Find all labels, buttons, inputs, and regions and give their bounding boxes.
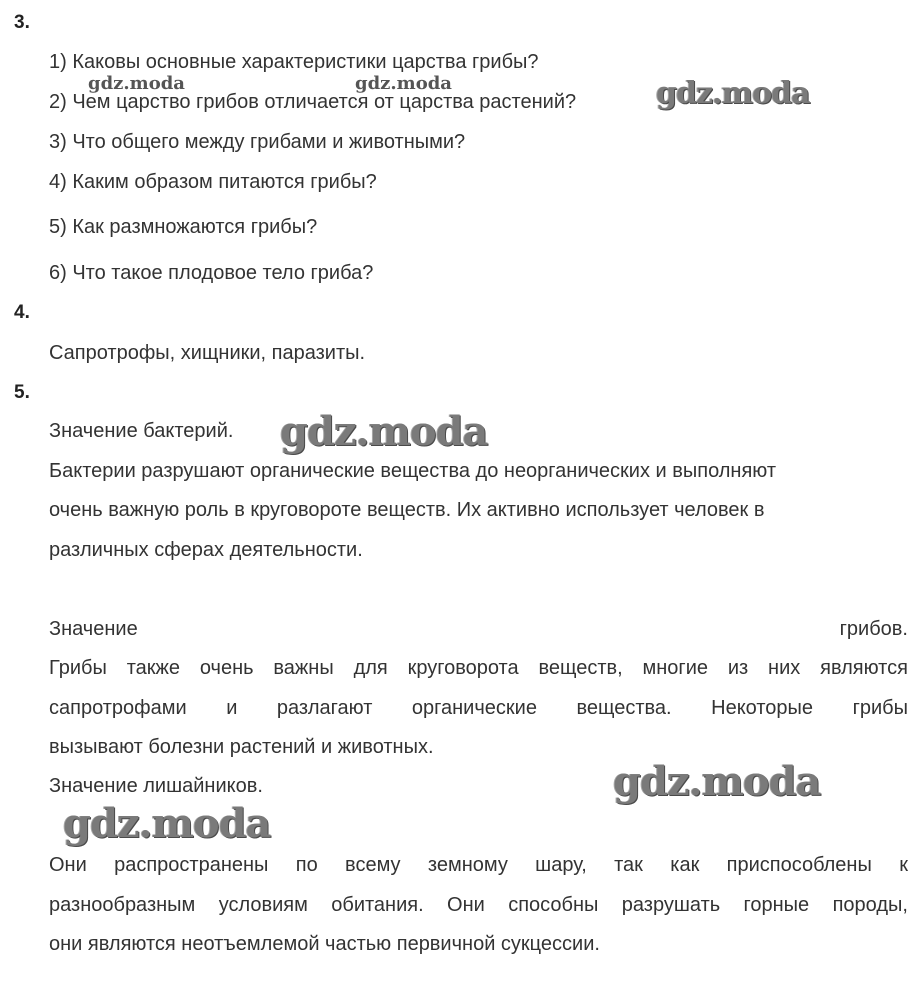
word: как xyxy=(670,854,700,876)
word: органические xyxy=(411,697,537,719)
word: Они xyxy=(49,854,87,876)
word: и xyxy=(226,697,238,719)
fungi-heading-left: Значение xyxy=(49,618,138,640)
question-6: 6) Что такое плодовое тело гриба? xyxy=(49,262,374,284)
word: горные xyxy=(743,894,810,916)
word: Они xyxy=(447,894,485,916)
word: по xyxy=(295,854,318,876)
task-3-number: 3. xyxy=(14,12,30,33)
word: являются xyxy=(820,657,908,679)
word: к xyxy=(899,854,908,876)
word: разлагают xyxy=(276,697,373,719)
word: всему xyxy=(345,854,401,876)
word: сапротрофами xyxy=(49,697,187,719)
word: разрушать xyxy=(621,894,721,916)
fungi-heading xyxy=(49,617,908,641)
word: для xyxy=(353,657,388,679)
word: приспособлены xyxy=(726,854,872,876)
word: шару, xyxy=(535,854,587,876)
question-4: 4) Каким образом питаются грибы? xyxy=(49,171,377,193)
word: распространены xyxy=(114,854,269,876)
task-5-number: 5. xyxy=(14,382,30,403)
task-4-answer: Сапротрофы, хищники, паразиты. xyxy=(49,342,366,364)
lichen-line-2 xyxy=(49,893,908,917)
lichen-line-3: они являются неотъемлемой частью первичной сукцессии. xyxy=(49,933,600,955)
bacteria-line-1: Бактерии разрушают органические вещества до неорганических и выполняют xyxy=(49,460,777,482)
lichen-line-1 xyxy=(49,853,908,877)
task-4-number: 4. xyxy=(14,302,30,323)
word: условиям xyxy=(218,894,308,916)
word: очень xyxy=(199,657,254,679)
word: обитания. xyxy=(331,894,424,916)
watermark-logo: gdz.moda xyxy=(613,758,821,805)
word: Грибы xyxy=(49,657,107,679)
word: также xyxy=(126,657,180,679)
question-2: 2) Чем царство грибов отличается от царства растений? xyxy=(49,91,577,113)
fungi-line-3: вызывают болезни растений и животных. xyxy=(49,736,434,758)
fungi-line-1 xyxy=(49,656,908,680)
word: многие xyxy=(642,657,709,679)
word: важны xyxy=(273,657,334,679)
word: земному xyxy=(427,854,508,876)
watermark-logo: gdz.moda xyxy=(280,408,488,455)
word: грибы xyxy=(852,697,908,719)
question-5: 5) Как размножаются грибы? xyxy=(49,216,318,238)
question-3: 3) Что общего между грибами и животными? xyxy=(49,131,466,153)
bacteria-line-2: очень важную роль в круговороте веществ. Их активно использует человек в xyxy=(49,499,765,521)
question-1: 1) Каковы основные характеристики царства грибы? xyxy=(49,51,539,73)
lichen-heading: Значение лишайников. xyxy=(49,775,263,797)
watermark-logo: gdz.moda xyxy=(656,76,810,111)
watermark-logo: gdz.moda xyxy=(355,73,452,94)
word: Некоторые xyxy=(711,697,814,719)
word: так xyxy=(614,854,643,876)
word: способны xyxy=(508,894,599,916)
watermark-logo: gdz.moda xyxy=(63,800,271,847)
word: круговорота xyxy=(407,657,519,679)
watermark-logo: gdz.moda xyxy=(88,73,185,94)
word: вещества. xyxy=(576,697,672,719)
word: разнообразным xyxy=(49,894,196,916)
bacteria-line-3: различных сферах деятельности. xyxy=(49,539,363,561)
fungi-heading-right: грибов. xyxy=(839,618,908,640)
word: них xyxy=(768,657,801,679)
bacteria-heading: Значение бактерий. xyxy=(49,420,234,442)
word: породы, xyxy=(832,894,908,916)
word: из xyxy=(727,657,749,679)
word: веществ, xyxy=(538,657,623,679)
fungi-line-2 xyxy=(49,696,908,720)
